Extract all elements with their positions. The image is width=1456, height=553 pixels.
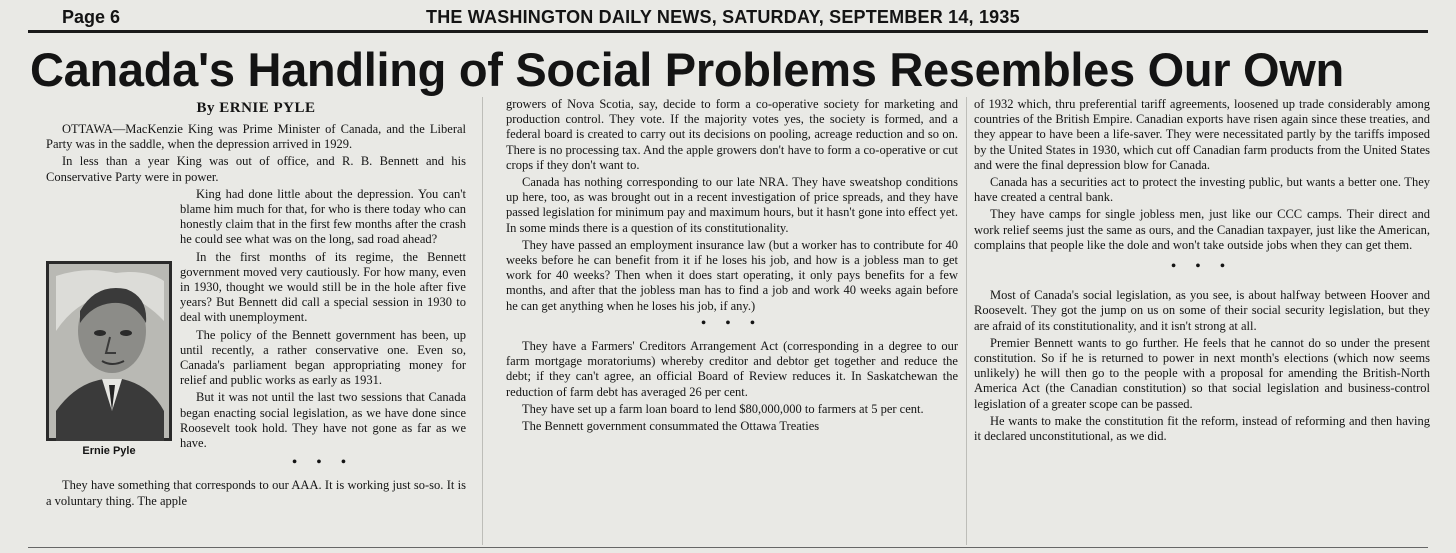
- section-break: • • •: [1171, 259, 1233, 275]
- article-column-1: [46, 97, 466, 547]
- paragraph: They have set up a farm loan board to lend $80,000,000 to farmers at 5 per cent.: [522, 401, 924, 416]
- paragraph: They have something that corresponds to our AAA. It is working just so-so. It is a voluntary thing. The apple: [46, 478, 466, 508]
- paragraph: Canada has a securities act to protect the investing public, but wants a better one. They have created a central bank.: [974, 175, 1430, 205]
- paragraph: They have camps for single jobless men, just like our CCC camps. Their direct and work relief seems just the same as ours, and the Canadian taxpayer, just like the American, complains that people like the dole and won't take outside jobs when they can get them.: [974, 207, 1430, 252]
- paragraph: They have a Farmers' Creditors Arrangement Act (corresponding in a degree to our farm mortgage moratoriums) whereby creditor and debtor get together and reduce the debt; if they can't agree, an official Board of Review reduces it. In Saskatchewan the reduction of farm debt has averaged 26 per cent.: [506, 339, 958, 399]
- paragraph: Canada has nothing corresponding to our late NRA. They have sweatshop conditions up here, too, as was brought out in a recent investigation of price spreads, and they have passed legislation for minimum pay and maximum hours, but it hasn't gone into effect yet. In some minds there is a question of its constitutionality.: [506, 175, 958, 235]
- column-rule: [966, 97, 967, 545]
- paper-dateline: THE WASHINGTON DAILY NEWS, SATURDAY, SEPTEMBER 14, 1935: [426, 7, 1020, 27]
- masthead: [28, 4, 1428, 30]
- portrait-photo-icon: [46, 261, 172, 441]
- paragraph: King had done little about the depression. You can't blame him much for that, for who is there today who can honestly claim that in the first few months after the crash he could see what was on the long, sad road ahead?: [180, 186, 466, 247]
- paragraph: of 1932 which, thru preferential tariff agreements, loosened up trade considerably among countries of the British Empire. Canadian exports have risen again since these treaties, and they appear to have been a life-saver. They were necessitated partly by the tariffs imposed by the United States in 1930, which cut off Canadian farm products from the United States and were the final depression blow for Canada.: [974, 97, 1430, 172]
- paragraph: In less than a year King was out of office, and R. B. Bennett and his Conservative Party were in power.: [46, 154, 466, 184]
- article-column-2: [506, 97, 958, 547]
- paragraph: OTTAWA—MacKenzie King was Prime Minister of Canada, and the Liberal Party was in the saddle, when the depression arrived in 1929.: [46, 122, 466, 152]
- section-break: • • •: [292, 455, 354, 471]
- paragraph: In the first months of its regime, the Bennett government moved very cautiously. For how many, even in 1930, thought we would still be in the hole after five years? But Bennett did call a special session in 1930 to deal with unemployment.: [180, 249, 466, 325]
- photo-caption: Ernie Pyle: [82, 444, 136, 457]
- paragraph: The Bennett government consummated the Ottawa Treaties: [522, 419, 820, 434]
- section-break: • • •: [701, 315, 763, 331]
- author-photo: [46, 261, 172, 457]
- byline: By ERNIE PYLE: [196, 100, 316, 116]
- paragraph: Most of Canada's social legislation, as you see, is about halfway between Hoover and Roosevelt. They got the jump on us on some of their social security legislation, but they are afraid of its constitutionality, and it isn't strong at all.: [974, 288, 1430, 333]
- headline: Canada's Handling of Social Problems Resembles Our Own: [30, 43, 1344, 96]
- paragraph: But it was not until the last two sessions that Canada began enacting social legislation, as we have done since Roosevelt took hold. They have not gone as far as we have.: [180, 390, 466, 451]
- page-number: Page 6: [62, 7, 121, 27]
- paragraph: Premier Bennett wants to go further. He feels that he cannot do so under the present constitution. So if he is returned to power in next month's elections (which now seems unlikely) he will then go to the people with a proposal for amending the British-North America Act (the Canadian constitution) so that social legislation and business-control legislation of a greater scope can be passed.: [974, 335, 1430, 411]
- masthead-rule: [28, 30, 1428, 33]
- paragraph: He wants to make the constitution fit the reform, instead of reforming and then having it declared unconstitutional, as we did.: [974, 413, 1430, 444]
- paragraph: The policy of the Bennett government has been, up until recently, a rather conservative one. Even so, Canada's parliament began appropriating money for relief and public works as early as 1931.: [180, 327, 466, 388]
- paragraph: growers of Nova Scotia, say, decide to form a co-operative society for marketing and production control. They vote. If the majority votes yes, the society is formed, and a federal board is created to carry out its decisions on pooling, acreage reduction and so on. There is no processing tax. And the apple growers don't have to form a co-operative or cut crops if they don't want to.: [506, 97, 958, 172]
- article-column-3: [974, 97, 1430, 547]
- paragraph: They have passed an employment insurance law (but a worker has to contribute for 40 weeks before he can benefit from it if he loses his job, and how is a jobless man to get work for 40 weeks? Then when it does start operating, it only pays benefits for a few months, and after that the jobless man has to find a job and work 40 weeks again before he can get anything when he loses his job, if any.): [506, 237, 958, 313]
- column-rule: [482, 97, 483, 545]
- bottom-rule: [28, 547, 1428, 548]
